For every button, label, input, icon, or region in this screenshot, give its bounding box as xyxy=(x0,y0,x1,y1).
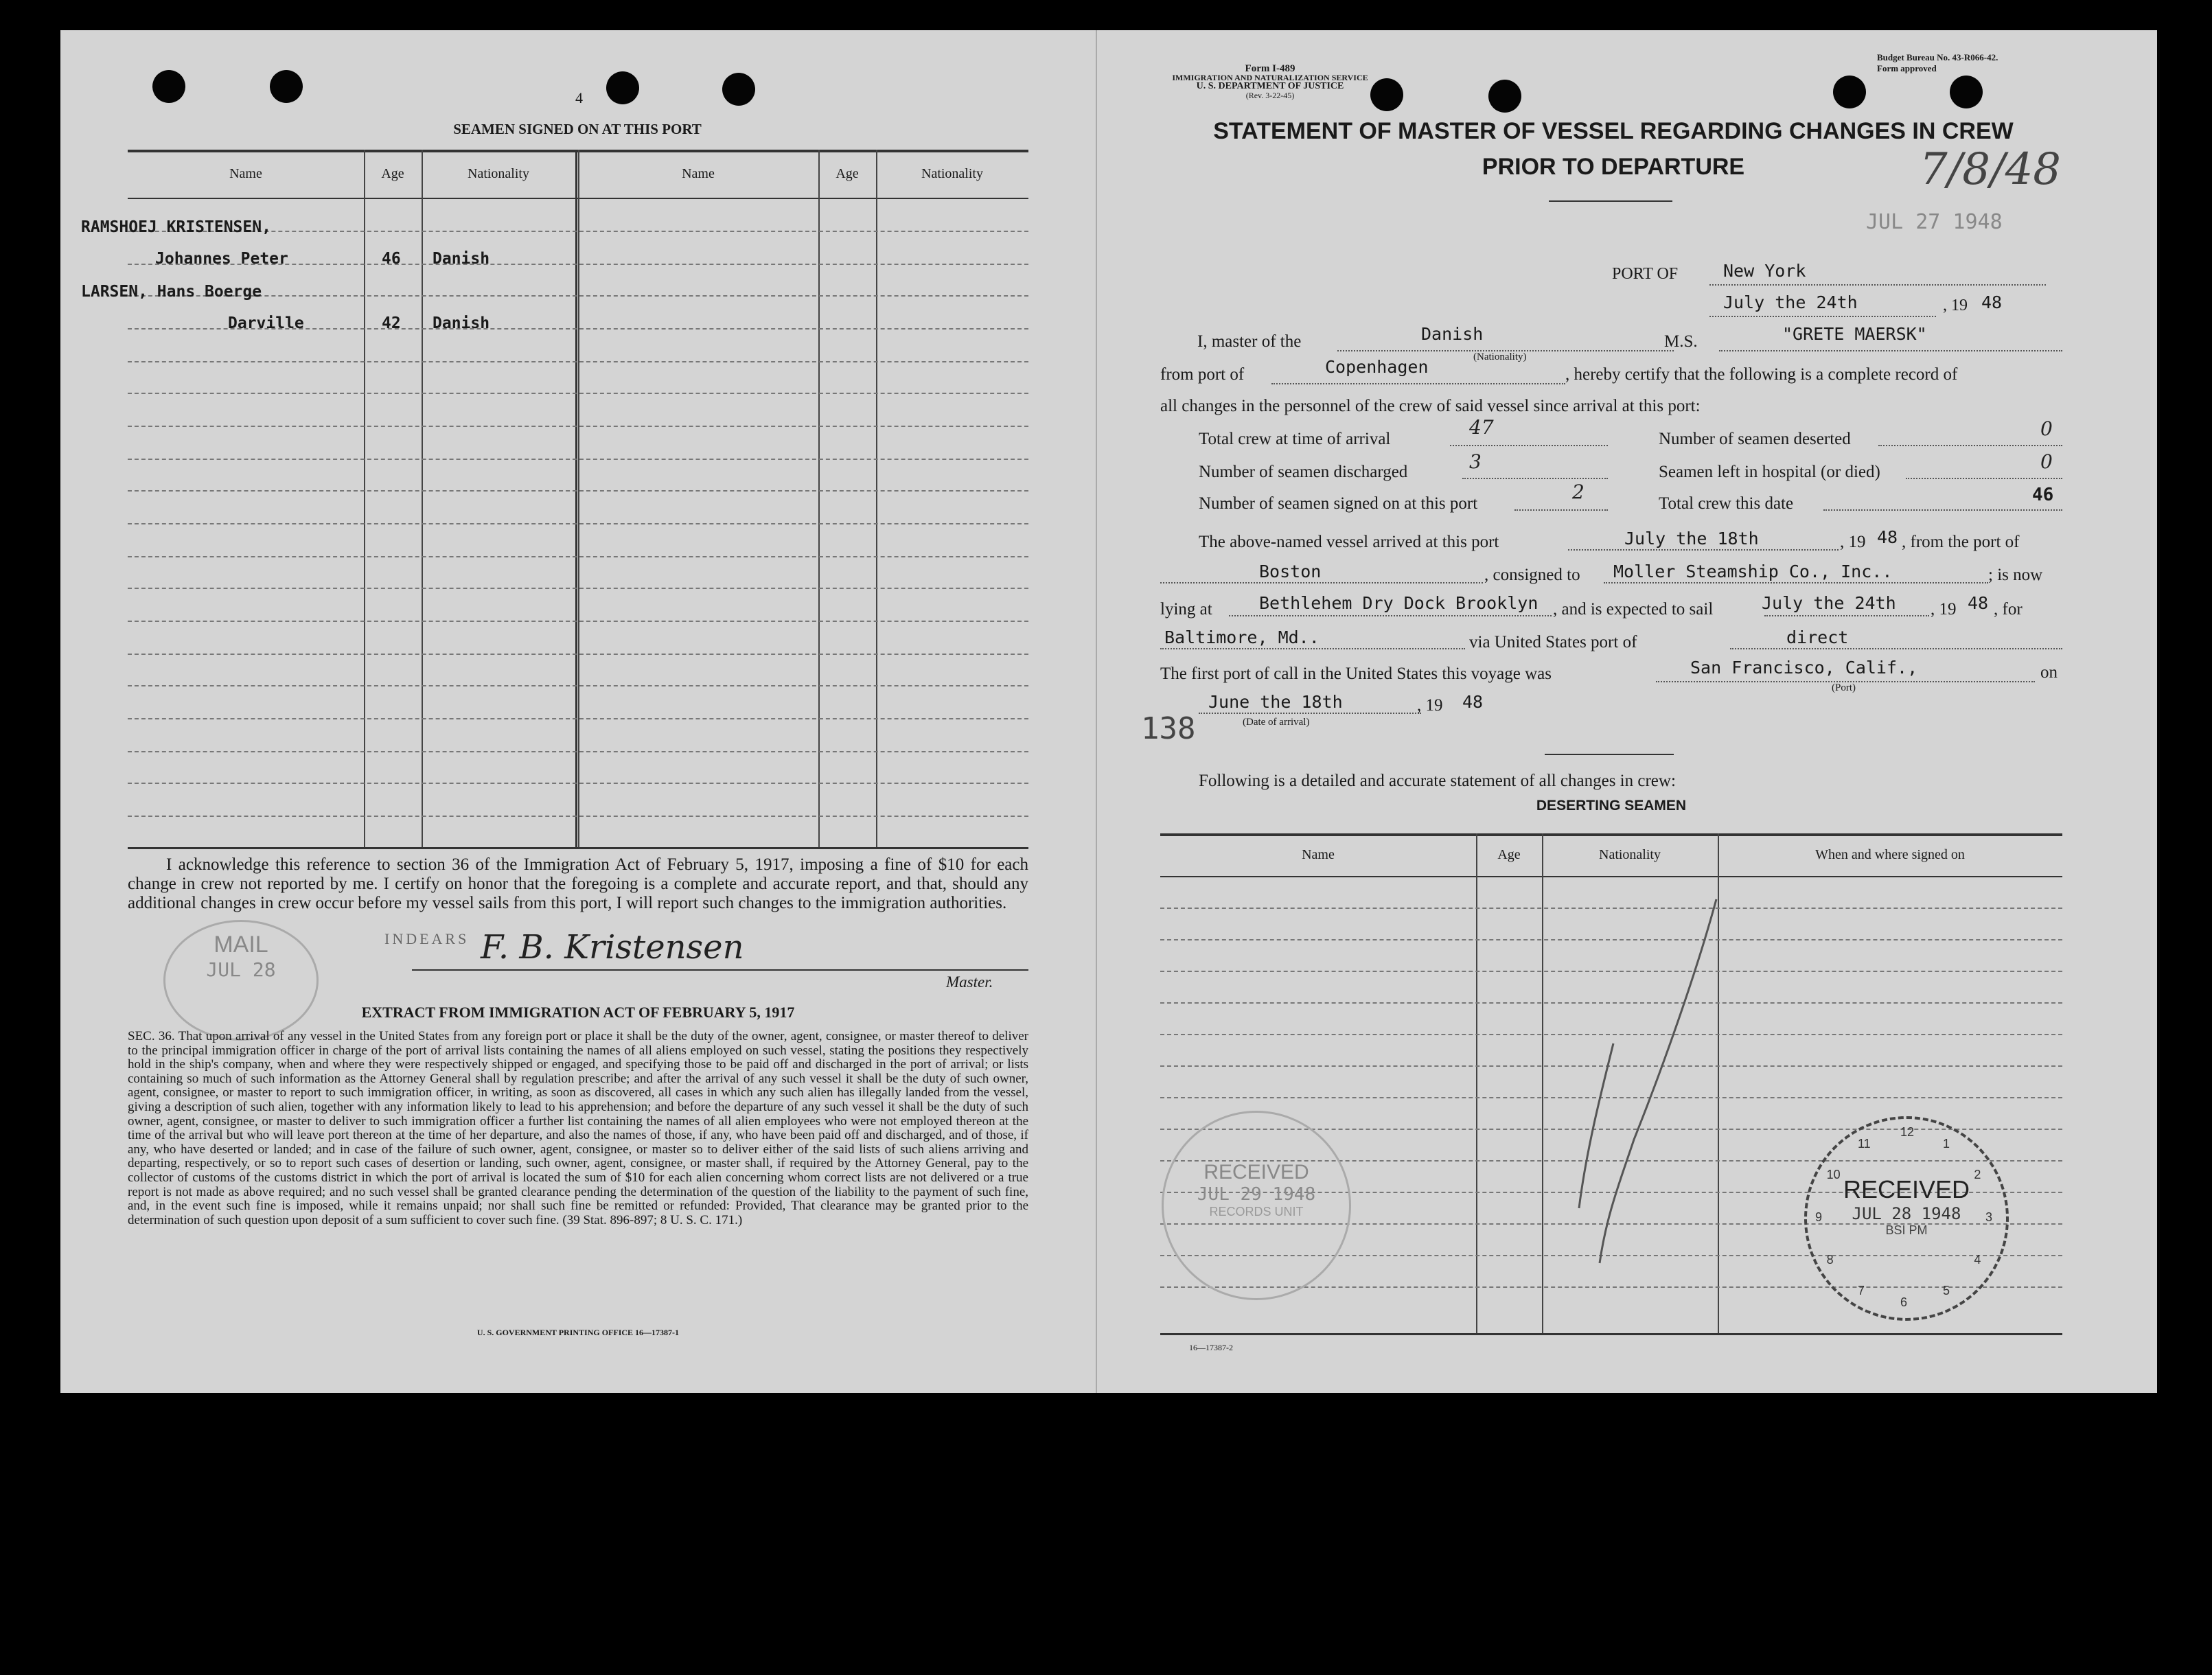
arrival-caption: (Date of arrival) xyxy=(1243,717,1310,728)
mail-stamp-label: MAIL xyxy=(214,932,268,958)
destination-value: Baltimore, Md.. xyxy=(1164,627,1320,647)
stat-label: Number of seamen discharged xyxy=(1199,463,1408,481)
records-unit-stamp-label: RECEIVED xyxy=(1203,1161,1309,1183)
arrival-year-prefix: , 19 xyxy=(1417,696,1443,715)
arrived-fill-line xyxy=(1568,549,1839,551)
arrived-year: 48 xyxy=(1877,527,1898,547)
mail-stamp xyxy=(163,920,319,1041)
department-name: U. S. DEPARTMENT OF JUSTICE xyxy=(1196,81,1344,91)
stat-leader xyxy=(1462,478,1608,479)
stat-value: 2 xyxy=(1572,481,1585,503)
first-port-value: San Francisco, Calif., xyxy=(1690,658,1918,678)
mail-stamp-date: JUL 28 xyxy=(206,958,276,981)
clock-stamp-label: RECEIVED xyxy=(1843,1175,1970,1203)
stat-leader xyxy=(1514,509,1608,511)
table-row-line xyxy=(128,556,1028,557)
stamp-text: INDEARS xyxy=(384,930,470,947)
page-fold xyxy=(1096,30,1097,1393)
punch-hole xyxy=(270,70,303,103)
signature-line xyxy=(412,969,1028,971)
stat-leader xyxy=(1878,445,2062,446)
form-revision: (Rev. 3-22-45) xyxy=(1245,91,1295,100)
clock-stamp-number: 8 xyxy=(1826,1253,1834,1267)
crew-name-line: RAMSHOEJ KRISTENSEN, xyxy=(81,218,271,236)
from-port-fill-line xyxy=(1271,383,1565,384)
table-row-line xyxy=(128,490,1028,492)
arrival-year: 48 xyxy=(1462,692,1484,712)
via-value: direct xyxy=(1786,627,1849,647)
sail-year-prefix: , 19 xyxy=(1931,600,1957,619)
clock-stamp-number: 9 xyxy=(1815,1210,1823,1224)
title-rule xyxy=(1549,200,1672,202)
stat-leader xyxy=(1450,445,1608,446)
budget-number: Budget Bureau No. 43-R066-42. xyxy=(1877,52,1998,62)
nationality-caption: (Nationality) xyxy=(1473,351,1527,362)
left-page-footer: U. S. GOVERNMENT PRINTING OFFICE 16—17387-1 xyxy=(476,1328,680,1337)
received-date-stamp: JUL 27 1948 xyxy=(1866,210,2003,234)
table-row-line xyxy=(128,654,1028,655)
certify-text-continued: all changes in the personnel of the crew of said vessel since arrival at this port: xyxy=(1160,397,1701,415)
arrival-date-value: June the 18th xyxy=(1208,692,1343,712)
date-year: 48 xyxy=(1981,292,2003,312)
clock-stamp-number: 12 xyxy=(1900,1125,1915,1139)
date-fill-line xyxy=(1709,316,1936,317)
stat-value: 46 xyxy=(2032,485,2054,505)
records-unit-stamp-sub: RECORDS UNIT xyxy=(1209,1205,1304,1218)
lying-at-label: lying at xyxy=(1160,600,1212,619)
certify-text: , hereby certify that the following is a complete record of xyxy=(1565,365,1958,384)
table-row-line xyxy=(128,621,1028,622)
margin-number: 138 xyxy=(1141,711,1196,746)
table-row-line xyxy=(128,393,1028,394)
clock-stamp-sub: BSI PM xyxy=(1885,1223,1928,1237)
column-header-name: Name xyxy=(682,166,715,181)
following-text: Following is a detailed and accurate statement of all changes in crew: xyxy=(1199,772,1676,790)
table-col-divider xyxy=(876,150,877,847)
nationality-value: Danish xyxy=(1421,324,1484,344)
table-col-divider xyxy=(422,150,423,847)
deserting-header-signed-on: When and where signed on xyxy=(1815,847,1965,862)
punch-hole xyxy=(722,73,755,106)
master-label: Master. xyxy=(946,973,993,991)
arrived-year-prefix: , 19 xyxy=(1840,533,1866,551)
for-label: , for xyxy=(1994,600,2023,619)
stat-value: 47 xyxy=(1469,416,1494,439)
table-row-line xyxy=(128,523,1028,524)
clock-stamp-number: 5 xyxy=(1943,1284,1950,1298)
crew-name-line: Johannes Peter xyxy=(155,250,288,268)
crew-age: 42 xyxy=(382,314,401,332)
clock-stamp-number: 7 xyxy=(1858,1284,1865,1298)
right-page-footer: 16—17387-2 xyxy=(1189,1343,1233,1352)
clock-stamp-number: 6 xyxy=(1900,1295,1908,1309)
punch-hole xyxy=(152,70,185,103)
deserting-header-age: Age xyxy=(1497,847,1521,862)
stat-label: Number of seamen deserted xyxy=(1659,430,1851,448)
stat-value: 0 xyxy=(2040,417,2053,440)
column-header-name: Name xyxy=(229,166,262,181)
from-port-value: Copenhagen xyxy=(1325,357,1429,377)
stat-label: Number of seamen signed on at this port xyxy=(1199,494,1478,513)
arrived-label: The above-named vessel arrived at this port xyxy=(1199,533,1499,551)
deserting-table-bottom-rule xyxy=(1160,1333,2062,1335)
consigned-label: , consigned to xyxy=(1484,566,1580,584)
destination-fill-line xyxy=(1160,648,1465,649)
table-row-line xyxy=(128,783,1028,784)
via-label: via United States port of xyxy=(1469,633,1637,651)
handwritten-date-note: 7/8/48 xyxy=(1920,144,2061,195)
agency-name: IMMIGRATION AND NATURALIZATION SERVICE xyxy=(1172,73,1368,82)
extract-title: EXTRACT FROM IMMIGRATION ACT OF FEBRUARY 5, 1917 xyxy=(361,1004,795,1021)
table-row-line xyxy=(128,295,1028,297)
lying-at-value: Bethlehem Dry Dock Brooklyn xyxy=(1259,593,1539,613)
table-row-line xyxy=(128,588,1028,589)
date-value: July the 24th xyxy=(1723,292,1858,312)
form-approved: Form approved xyxy=(1877,63,1937,73)
table-col-divider xyxy=(575,150,577,847)
clock-stamp-date: JUL 28 1948 xyxy=(1852,1204,1961,1223)
table-row-line xyxy=(128,816,1028,817)
deserting-header-name: Name xyxy=(1302,847,1335,862)
table-row-line xyxy=(128,459,1028,460)
section-rule xyxy=(1545,754,1674,755)
on-label: on xyxy=(2040,663,2058,682)
from-the-port-fill-line xyxy=(1160,582,1483,584)
crew-nationality: Danish xyxy=(433,314,490,332)
arrival-date-fill-line xyxy=(1199,713,1421,714)
crew-nationality: Danish xyxy=(433,250,490,268)
column-header-nationality: Nationality xyxy=(468,166,529,181)
stat-label: Seamen left in hospital (or died) xyxy=(1659,463,1880,481)
nil-scrawl-mark xyxy=(1558,892,1737,1277)
arrived-date: July the 18th xyxy=(1624,529,1759,548)
stat-value: 0 xyxy=(2040,450,2053,473)
clock-stamp-number: 11 xyxy=(1858,1136,1871,1151)
table-row-line xyxy=(128,718,1028,719)
from-the-port-value: Boston xyxy=(1259,562,1322,581)
via-fill-line xyxy=(1730,648,2062,649)
table-row-line xyxy=(128,361,1028,362)
master-of-label: I, master of the xyxy=(1197,332,1302,351)
is-now-label: ; is now xyxy=(1988,566,2043,584)
port-fill-line xyxy=(1709,284,2046,286)
stat-value: 3 xyxy=(1469,450,1482,473)
acknowledgement-text: I acknowledge this reference to section 36 of the Immigration Act of February 5, 1917, imposing a fine of $10 for each change in crew not reported by me. I certify on honor that the foregoing is a complete and accurate report, and that, should any additional changes in crew occur before my vessel sails from this port, I will report such changes to the immigration authorities. xyxy=(128,855,1028,912)
crew-name-line: LARSEN, Hans Boerge xyxy=(81,283,262,301)
column-header-age: Age xyxy=(836,166,859,181)
stat-leader xyxy=(1823,509,2062,511)
extract-text: SEC. 36. That upon arrival of any vessel in the United States from any foreign port or place it shall be the duty of the owner, agent, consignee, or master thereof to deliver to the principal immigration officer in charge of the port of arrival lists containing the names of all aliens employed on such vessel, stating the positions they respectively hold in the ship's company, when and where they were respectively shipped or engaged, and specifying those to be paid off and discharged in the port of arrival; or lists containing so much of such information as the Attorney General shall by regulation prescribe; and after the arrival of any such vessel it shall be the duty of such owner, agent, consignee, or master to report to such immigration officer, in writing, as soon as discovered, all cases in which any such alien has illegally landed from the vessel, giving a description of such alien, together with any information likely to lead to his apprehension; and before the departure of any such vessel it shall be the duty of such owner, agent, consignee, or master to deliver to such immigration officer a further list containing the names of all alien employees who were not employed thereon at the time of the arrival but who will leave port thereon at the time of her departure, and also the names of those, if any, who have been paid off and discharged, and of those, if any, who have deserted or landed; and in case of the failure of such owner, agent, consignee, or master so to deliver either of the said lists of such aliens arriving and departing, respectively, or so to report such cases of desertion or landing, such owner, agent, consignee, or master shall, if required by the Attorney General, pay to the collector of customs of the customs district in which the port of arrival is located the sum of $10 for each alien concerning whom correct lists are not delivered or a true report is not made as above required; and no such vessel shall be granted clearance pending the determination of the question of the liability to the payment of such fine, and, in the event such fine is imposed, while it remains unpaid; nor shall such fine be remitted or refunded: Provided, That clearance may be granted prior to the determination of such question upon deposit of a sum sufficient to cover such fine. (39 Stat. 896-897; 8 U. S. C. 171.) xyxy=(128,1029,1028,1227)
form-title: STATEMENT OF MASTER OF VESSEL REGARDING CHANGES IN CREW xyxy=(1213,118,2014,144)
vessel-prefix: M.S. xyxy=(1664,332,1698,351)
table-row-line xyxy=(128,751,1028,752)
clock-stamp-number: 1 xyxy=(1943,1136,1950,1151)
vessel-name: "GRETE MAERSK" xyxy=(1782,324,1927,344)
records-unit-stamp-date: JUL 29 1948 xyxy=(1197,1184,1316,1205)
column-header-nationality: Nationality xyxy=(921,166,983,181)
port-label: PORT OF xyxy=(1612,265,1679,283)
lying-at-fill-line xyxy=(1229,615,1552,616)
deserting-table-header-rule xyxy=(1160,876,2062,877)
clock-stamp-number: 10 xyxy=(1826,1168,1841,1181)
sail-date-fill-line xyxy=(1764,615,1929,616)
sail-date-value: July the 24th xyxy=(1762,593,1896,613)
table-col-divider xyxy=(818,150,820,847)
punch-hole xyxy=(1833,76,1866,108)
from-the-port-label: , from the port of xyxy=(1902,533,2020,551)
clock-stamp-number: 4 xyxy=(1974,1253,1981,1267)
punch-hole xyxy=(1488,80,1521,113)
from-port-label: from port of xyxy=(1160,365,1245,384)
table-col-divider xyxy=(578,150,579,847)
deserting-table-top-rule xyxy=(1160,833,2062,836)
clock-stamp-number: 2 xyxy=(1974,1168,1981,1181)
clock-received-stamp xyxy=(1804,1116,2009,1321)
sail-year: 48 xyxy=(1968,593,1989,613)
page-number: 4 xyxy=(575,89,583,106)
punch-hole xyxy=(606,71,639,104)
records-unit-stamp xyxy=(1162,1111,1351,1300)
first-port-label: The first port of call in the United States this voyage was xyxy=(1160,665,1552,683)
deserting-header-nationality: Nationality xyxy=(1599,847,1661,862)
table-bottom-rule xyxy=(128,847,1028,849)
punch-hole xyxy=(1950,76,1983,108)
table-row-line xyxy=(128,685,1028,686)
deserting-title: DESERTING SEAMEN xyxy=(1536,798,1687,813)
expected-label: , and is expected to sail xyxy=(1553,600,1714,619)
crew-name-line: Darville xyxy=(228,314,304,332)
form-subtitle: PRIOR TO DEPARTURE xyxy=(1482,154,1745,180)
port-value: New York xyxy=(1723,261,1806,281)
vessel-fill-line xyxy=(1719,350,2062,351)
column-header-age: Age xyxy=(381,166,404,181)
crew-age: 46 xyxy=(382,250,401,268)
consignee-fill-line xyxy=(1604,582,1988,584)
stat-label: Total crew this date xyxy=(1659,494,1794,513)
consignee-value: Moller Steamship Co., Inc.. xyxy=(1613,562,1893,581)
master-signature: F. B. Kristensen xyxy=(481,928,744,967)
date-year-prefix: , 19 xyxy=(1943,297,1968,314)
table-row-line xyxy=(128,426,1028,427)
form-number: Form I-489 xyxy=(1245,63,1295,74)
port-caption: (Port) xyxy=(1832,682,1856,693)
stat-label: Total crew at time of arrival xyxy=(1199,430,1391,448)
left-page-title: SEAMEN SIGNED ON AT THIS PORT xyxy=(453,121,702,137)
clock-stamp-number: 3 xyxy=(1985,1210,1993,1224)
stat-leader xyxy=(1906,478,2062,479)
table-col-divider xyxy=(364,150,365,847)
